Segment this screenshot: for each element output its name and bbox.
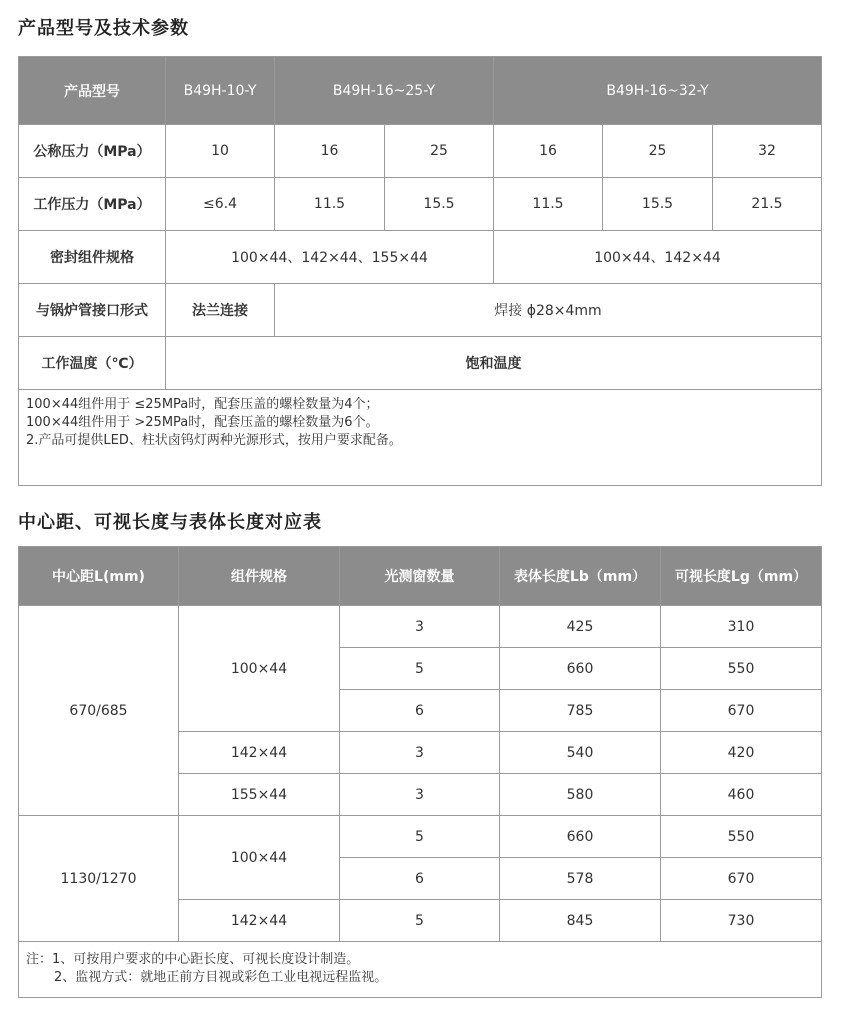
table-cell: 460 bbox=[661, 774, 822, 816]
table-cell: 425 bbox=[500, 606, 661, 648]
table-cell: 660 bbox=[500, 816, 661, 858]
table-cell: 730 bbox=[661, 900, 822, 942]
table-cell: 16 bbox=[275, 125, 385, 178]
specs-notes-row bbox=[19, 390, 822, 486]
table-cell: 6 bbox=[340, 690, 500, 732]
note-line: 2.产品可提供LED、柱状卤钨灯两种光源形式，按用户要求配备。 bbox=[26, 433, 402, 448]
table-cell: 32 bbox=[713, 125, 822, 178]
table-cell: 670 bbox=[661, 690, 822, 732]
section-title-specs: 产品型号及技术参数 bbox=[18, 18, 189, 39]
column-header: 组件规格 bbox=[179, 547, 340, 606]
note-line: 2、监视方式：就地正前方目视或彩色工业电视远程监视。 bbox=[54, 970, 388, 985]
table-cell: 550 bbox=[661, 816, 822, 858]
seal-spec-row bbox=[19, 231, 822, 284]
row-label: 与锅炉管接口形式 bbox=[19, 284, 166, 337]
table-cell: ≤6.4 bbox=[166, 178, 275, 231]
boiler-connection-row bbox=[19, 284, 822, 337]
table-cell: 11.5 bbox=[275, 178, 385, 231]
specs-table bbox=[18, 56, 822, 486]
model-name: B49H-16~32-Y bbox=[494, 57, 822, 125]
row-label: 密封组件规格 bbox=[19, 231, 166, 284]
table-cell: 5 bbox=[340, 816, 500, 858]
spec-cell: 155×44 bbox=[179, 774, 340, 816]
table-cell: 5 bbox=[340, 648, 500, 690]
table-cell: 25 bbox=[603, 125, 713, 178]
table-cell: 16 bbox=[494, 125, 603, 178]
center-distance-cell: 670/685 bbox=[19, 606, 179, 816]
table-cell: 845 bbox=[500, 900, 661, 942]
table-cell: 3 bbox=[340, 732, 500, 774]
table-cell: 578 bbox=[500, 858, 661, 900]
table-row bbox=[19, 816, 822, 858]
table-cell: 420 bbox=[661, 732, 822, 774]
note-line: 100×44组件用于 ≤25MPa时，配套压盖的螺栓数量为4个； bbox=[26, 397, 379, 412]
table-cell: 法兰连接 bbox=[166, 284, 275, 337]
table-cell: 550 bbox=[661, 648, 822, 690]
row-label: 工作温度（℃） bbox=[19, 337, 166, 390]
working-pressure-row bbox=[19, 178, 822, 231]
table-cell: 10 bbox=[166, 125, 275, 178]
table-row bbox=[19, 606, 822, 648]
table-cell: 540 bbox=[500, 732, 661, 774]
table-cell: 6 bbox=[340, 858, 500, 900]
column-header: 可视长度Lg（mm） bbox=[661, 547, 822, 606]
section-title-lengths: 中心距、可视长度与表体长度对应表 bbox=[18, 512, 322, 533]
table-cell: 焊接 ϕ28×4mm bbox=[275, 284, 822, 337]
working-temp-row bbox=[19, 337, 822, 390]
table-cell: 310 bbox=[661, 606, 822, 648]
table-cell: 660 bbox=[500, 648, 661, 690]
row-label: 工作压力（MPa） bbox=[19, 178, 166, 231]
row-label: 公称压力（MPa） bbox=[19, 125, 166, 178]
table-cell: 5 bbox=[340, 900, 500, 942]
spec-cell: 100×44 bbox=[179, 606, 340, 732]
center-distance-cell: 1130/1270 bbox=[19, 816, 179, 942]
table-cell: 饱和温度 bbox=[166, 337, 822, 390]
specs-notes bbox=[19, 390, 822, 486]
table-cell: 785 bbox=[500, 690, 661, 732]
length-notes-row bbox=[19, 942, 822, 998]
length-header-row bbox=[19, 547, 822, 606]
table-cell: 11.5 bbox=[494, 178, 603, 231]
table-cell: 100×44、142×44 bbox=[494, 231, 822, 284]
length-notes bbox=[19, 942, 822, 998]
table-cell: 21.5 bbox=[713, 178, 822, 231]
table-cell: 15.5 bbox=[385, 178, 494, 231]
column-header: 表体长度Lb（mm） bbox=[500, 547, 661, 606]
column-header: 中心距L(mm) bbox=[19, 547, 179, 606]
specs-header-row bbox=[19, 57, 822, 125]
note-line: 100×44组件用于 >25MPa时，配套压盖的螺栓数量为6个。 bbox=[26, 415, 379, 430]
model-name: B49H-16~25-Y bbox=[275, 57, 494, 125]
column-header: 光测窗数量 bbox=[340, 547, 500, 606]
table-cell: 15.5 bbox=[603, 178, 713, 231]
note-line: 注：1、可按用户要求的中心距长度、可视长度设计制造。 bbox=[26, 952, 360, 967]
table-cell: 100×44、142×44、155×44 bbox=[166, 231, 494, 284]
table-cell: 25 bbox=[385, 125, 494, 178]
table-cell: 3 bbox=[340, 774, 500, 816]
model-name: B49H-10-Y bbox=[166, 57, 275, 125]
spec-cell: 142×44 bbox=[179, 900, 340, 942]
model-header-label: 产品型号 bbox=[19, 57, 166, 125]
table-cell: 670 bbox=[661, 858, 822, 900]
table-cell: 3 bbox=[340, 606, 500, 648]
spec-cell: 142×44 bbox=[179, 732, 340, 774]
table-cell: 580 bbox=[500, 774, 661, 816]
nominal-pressure-row bbox=[19, 125, 822, 178]
spec-cell: 100×44 bbox=[179, 816, 340, 900]
length-table bbox=[18, 546, 822, 998]
